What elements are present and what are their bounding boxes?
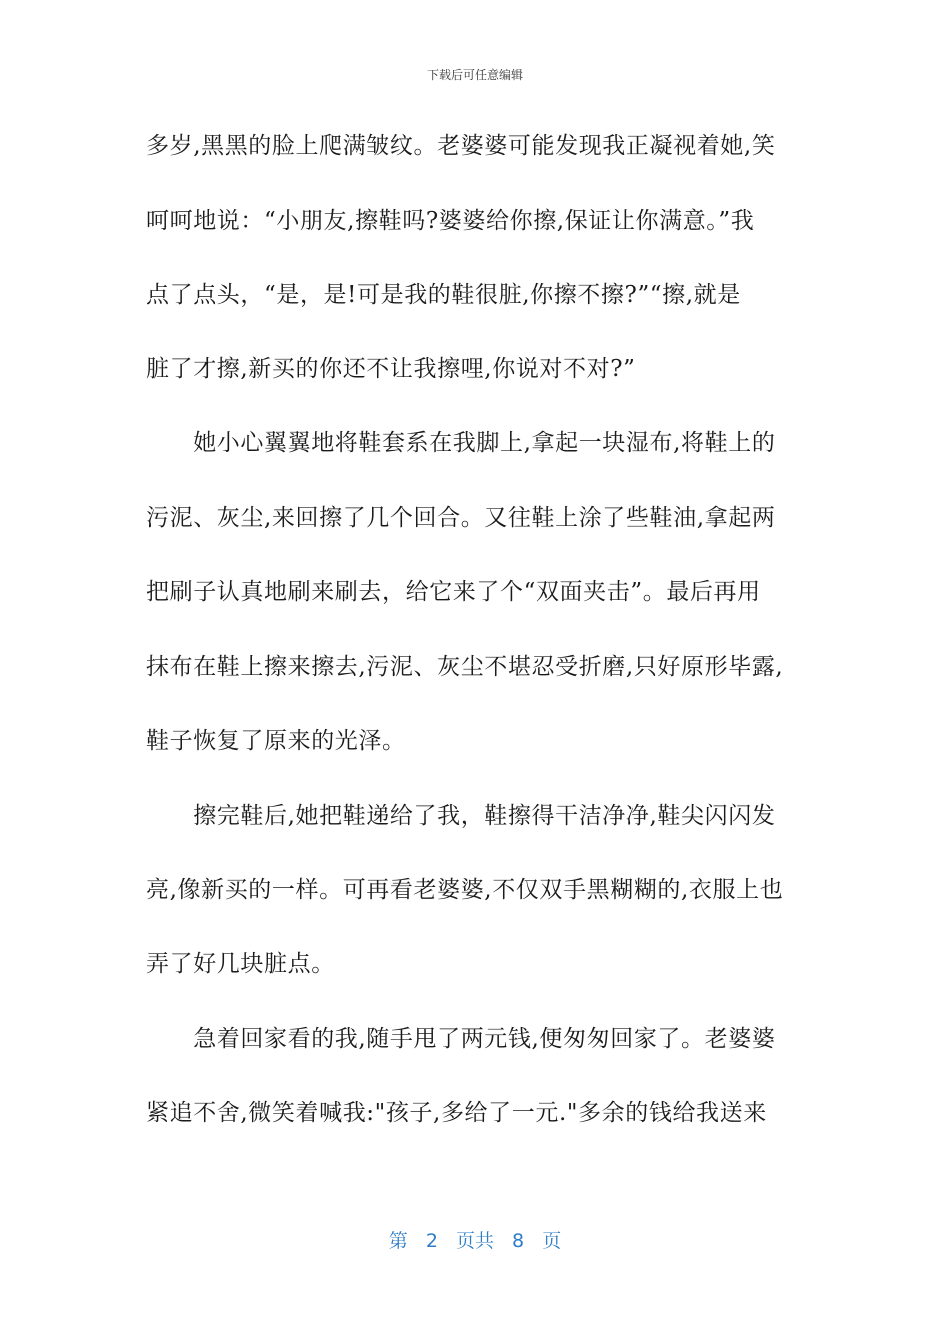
text-line: 她小心翼翼地将鞋套系在我脚上,拿起一块湿布,将鞋上的 (146, 430, 776, 456)
text-line: 呵呵地说：“小朋友,擦鞋吗?婆婆给你擦,保证让你满意。”我 (146, 208, 755, 234)
text-line: 急着回家看的我,随手甩了两元钱,便匆匆回家了。老婆婆 (146, 1026, 776, 1052)
page-header: 下载后可任意编辑 (426, 68, 523, 82)
footer-middle: 页共 (455, 1230, 494, 1252)
text-line: 把刷子认真地刷来刷去，给它来了个“双面夹击”。最后再用 (146, 579, 761, 605)
footer-prefix: 第 (388, 1230, 408, 1252)
page-footer (0, 1226, 950, 1253)
text-line: 污泥、灰尘,来回擦了几个回合。又往鞋上涂了些鞋油,拿起两 (146, 505, 776, 531)
text-line: 鞋子恢复了原来的光泽。 (146, 728, 406, 754)
footer-suffix: 页 (542, 1230, 562, 1252)
text-line: 多岁,黑黑的脸上爬满皱纹。老婆婆可能发现我正凝视着她,笑 (146, 133, 776, 159)
text-line: 亮,像新买的一样。可再看老婆婆,不仅双手黑糊糊的,衣服上也 (146, 877, 784, 903)
text-line: 擦完鞋后,她把鞋递给了我，鞋擦得干洁净净,鞋尖闪闪发 (146, 803, 776, 829)
text-line: 弄了好几块脏点。 (146, 951, 335, 977)
text-line: 脏了才擦,新买的你还不让我擦哩,你说对不对?” (146, 356, 636, 382)
footer-total-pages: 8 (512, 1230, 525, 1252)
text-line: 抹布在鞋上擦来擦去,污泥、灰尘不堪忍受折磨,只好原形毕露, (146, 654, 784, 680)
text-line: 点了点头，“是，是!可是我的鞋很脏,你擦不擦?”“擦,就是 (146, 282, 741, 308)
text-line: 紧追不舍,微笑着喊我:"孩子,多给了一元."多余的钱给我送来 (146, 1100, 767, 1126)
footer-page-number: 2 (425, 1230, 438, 1252)
